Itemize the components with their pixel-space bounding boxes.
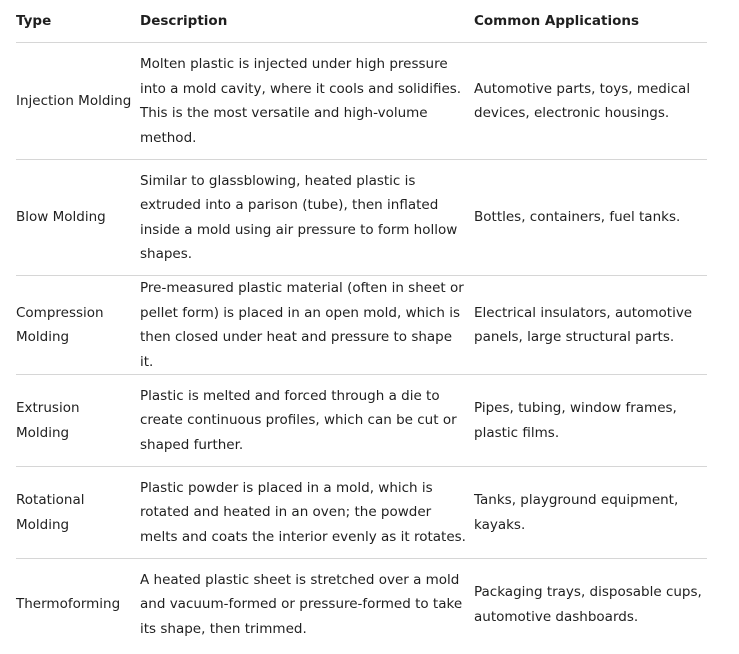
table-header	[16, 0, 707, 43]
cell-applications: Packaging trays, disposable cups, automotive dashboards.	[474, 584, 702, 625]
cell-applications: Pipes, tubing, window frames, plastic films.	[474, 375, 707, 467]
table-row	[16, 559, 707, 651]
molding-types-table	[16, 0, 707, 650]
cell-description: Molten plastic is injected under high pressure into a mold cavity, where it cools and solidifies. This is the most versatile and high-volume method.	[140, 43, 474, 160]
cell-description: Pre-measured plastic material (often in sheet or pellet form) is placed in an open mold, which is then closed under heat and pressure to shape it.	[140, 276, 474, 375]
cell-description: Plastic powder is placed in a mold, which is rotated and heated in an oven; the powder melts and coats the interior evenly as it rotates.	[140, 467, 474, 559]
table-row	[16, 276, 707, 375]
header-row	[16, 0, 707, 43]
table-body	[16, 43, 707, 651]
molding-types-table-container	[16, 0, 707, 650]
cell-type: Blow Molding	[16, 160, 140, 276]
header-common-applications: Common Applications	[474, 0, 707, 43]
cell-type: Injection Molding	[16, 43, 140, 160]
table-row	[16, 375, 707, 467]
cell-description: Similar to glassblowing, heated plastic is extruded into a parison (tube), then inflated inside a mold using air pressure to form hollow shapes.	[140, 160, 474, 276]
cell-type: Extrusion Molding	[16, 375, 140, 467]
header-type: Type	[16, 0, 140, 43]
table-row	[16, 160, 707, 276]
cell-applications: Electrical insulators, automotive panels, large structural parts.	[474, 276, 707, 375]
table-row	[16, 43, 707, 160]
cell-type: Thermoforming	[16, 596, 121, 613]
cell-applications: Automotive parts, toys, medical devices, electronic housings.	[474, 43, 707, 160]
cell-description: A heated plastic sheet is stretched over a mold and vacuum-formed or pressure-formed to take its shape, then trimmed.	[140, 571, 463, 637]
cell-applications: Tanks, playground equipment, kayaks.	[474, 467, 707, 559]
cell-type: Rotational Molding	[16, 467, 140, 559]
cell-applications: Bottles, containers, fuel tanks.	[474, 160, 707, 276]
header-description: Description	[140, 0, 474, 43]
cell-type: Compression Molding	[16, 276, 140, 375]
cell-description: Plastic is melted and forced through a die to create continuous profiles, which can be cut or shaped further.	[140, 375, 474, 467]
table-row	[16, 467, 707, 559]
